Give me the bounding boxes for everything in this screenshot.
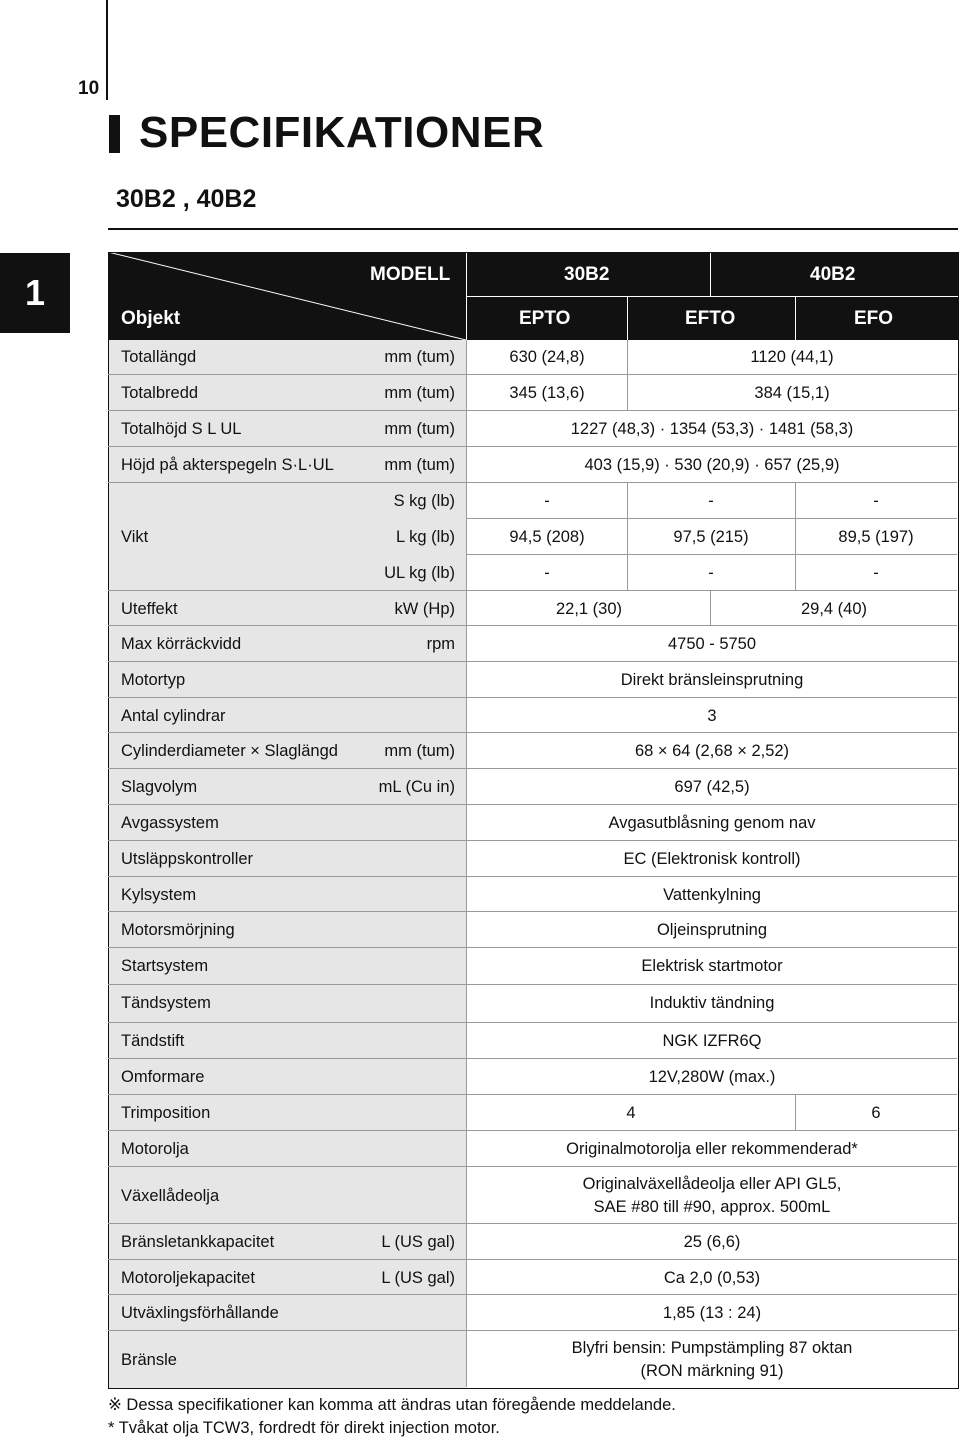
column-divider (710, 590, 711, 625)
row-label: Antal cylindrar (121, 707, 226, 725)
row-unit: mm (tum) (384, 742, 455, 760)
row-unit: L kg (lb) (396, 528, 455, 546)
row-unit: mm (tum) (384, 348, 455, 366)
model-subtitle: 30B2 , 40B2 (116, 185, 257, 213)
cell-value: Ca 2,0 (0,53) (663, 1269, 761, 1287)
cell-value: Originalmotorolja eller rekommenderad* (566, 1140, 858, 1158)
cell-value: NGK IZFR6Q (662, 1032, 762, 1050)
row-label: Uteffekt (121, 600, 178, 618)
margin-line (106, 0, 108, 100)
header-objekt: Objekt (121, 308, 181, 329)
chapter-tab: 1 (0, 253, 70, 333)
row-divider (466, 518, 957, 519)
row-divider (108, 482, 957, 483)
cell-value: 68 × 64 (2,68 × 2,52) (634, 742, 790, 760)
cell-value: - (708, 492, 714, 510)
row-divider (466, 554, 957, 555)
row-label: Utsläppskontroller (121, 850, 254, 868)
header-efo: EFO (854, 308, 894, 329)
row-unit: S kg (lb) (393, 492, 455, 510)
row-divider (108, 697, 957, 698)
column-divider (627, 482, 628, 590)
row-label: Tändstift (121, 1032, 185, 1050)
header-model-40b2: 40B2 (810, 264, 856, 285)
cell-value: Blyfri bensin: Pumpstämpling 87 oktan (571, 1339, 853, 1357)
row-label: Kylsystem (121, 886, 197, 904)
row-divider (108, 625, 957, 626)
row-label: Motoroljekapacitet (121, 1269, 255, 1287)
cell-value: - (544, 492, 550, 510)
row-divider (108, 1223, 957, 1224)
cell-value: 29,4 (40) (800, 600, 868, 618)
cell-value: Vattenkylning (663, 886, 761, 904)
row-unit: L (US gal) (381, 1269, 455, 1287)
column-divider (795, 1094, 796, 1130)
cell-value: Induktiv tändning (649, 994, 775, 1012)
row-label: Bränsle (121, 1351, 177, 1369)
row-label: Totallängd (121, 348, 197, 366)
cell-value: Elektrisk startmotor (641, 957, 783, 975)
row-unit: rpm (426, 635, 455, 653)
header-model-30b2: 30B2 (564, 264, 610, 285)
row-label: Höjd på akterspegeln S·L·UL (121, 456, 334, 474)
cell-value: Direkt bränsleinsprutning (620, 671, 804, 689)
row-divider (108, 732, 957, 733)
row-divider (108, 1094, 957, 1095)
row-divider (108, 911, 957, 912)
footnote-disclaimer: ※ Dessa specifikationer kan komma att ändras utan föregående meddelande. (108, 1396, 676, 1414)
cell-value: 4750 - 5750 (667, 635, 757, 653)
row-label: Utväxlingsförhållande (121, 1304, 279, 1322)
header-modell: MODELL (370, 264, 451, 285)
subtitle-divider (108, 228, 958, 230)
row-label: Motorolja (121, 1140, 189, 1158)
row-label: Motorsmörjning (121, 921, 235, 939)
row-divider (108, 446, 957, 447)
row-divider (108, 768, 957, 769)
cell-value: 1120 (44,1) (750, 348, 834, 366)
row-divider (108, 804, 957, 805)
page-number: 10 (78, 78, 100, 99)
cell-value: - (873, 492, 879, 510)
row-label: Tändsystem (121, 994, 211, 1012)
cell-value: Oljeinsprutning (656, 921, 768, 939)
cell-value: 403 (15,9) · 530 (20,9) · 657 (25,9) (584, 456, 840, 474)
column-divider (466, 340, 467, 1387)
row-unit: mm (tum) (384, 384, 455, 402)
row-unit: mL (Cu in) (378, 778, 455, 796)
row-divider (108, 984, 957, 985)
row-label: Omformare (121, 1068, 205, 1086)
row-divider (108, 1058, 957, 1059)
cell-value: 697 (42,5) (674, 778, 750, 796)
row-divider (108, 1130, 957, 1131)
row-divider (108, 1022, 957, 1023)
cell-value: - (708, 564, 714, 582)
row-divider (108, 410, 957, 411)
row-label: Max körräckvidd (121, 635, 242, 653)
row-label: Totalhöjd S L UL (121, 420, 242, 438)
cell-value: 94,5 (208) (509, 528, 585, 546)
row-divider (108, 947, 957, 948)
row-label: Avgassystem (121, 814, 219, 832)
cell-value: 25 (6,6) (683, 1233, 741, 1251)
column-divider (627, 340, 628, 410)
page-title: SPECIFIKATIONER (139, 108, 545, 157)
cell-value: 1227 (48,3) · 1354 (53,3) · 1481 (58,3) (570, 420, 854, 438)
row-label: Trimposition (121, 1104, 211, 1122)
row-divider (108, 1294, 957, 1295)
row-label: Motortyp (121, 671, 186, 689)
cell-value: SAE #80 till #90, approx. 500mL (593, 1198, 831, 1216)
cell-value: Originalväxellådeolja eller API GL5, (582, 1175, 842, 1193)
row-label: Totalbredd (121, 384, 199, 402)
row-label: Växellådeolja (121, 1187, 220, 1205)
row-unit: mm (tum) (384, 456, 455, 474)
column-divider (795, 482, 796, 590)
row-unit: L (US gal) (381, 1233, 455, 1251)
cell-value: 630 (24,8) (509, 348, 585, 366)
row-label: Vikt (121, 528, 149, 546)
row-label: Bränsletankkapacitet (121, 1233, 275, 1251)
row-label: Startsystem (121, 957, 209, 975)
cell-value: EC (Elektronisk kontroll) (623, 850, 801, 868)
title-marker (109, 115, 120, 153)
cell-value: 1,85 (13 : 24) (662, 1304, 762, 1322)
row-unit: mm (tum) (384, 420, 455, 438)
cell-value: 6 (871, 1104, 881, 1122)
cell-value: 97,5 (215) (673, 528, 749, 546)
cell-value: - (873, 564, 879, 582)
cell-value: 4 (626, 1104, 636, 1122)
row-divider (108, 840, 957, 841)
row-divider (108, 1330, 957, 1331)
header-efto: EFTO (685, 308, 736, 329)
row-label: Slagvolym (121, 778, 198, 796)
cell-value: Avgasutblåsning genom nav (608, 814, 816, 832)
row-divider (108, 1259, 957, 1260)
cell-value: 22,1 (30) (555, 600, 623, 618)
cell-value: 345 (13,6) (509, 384, 585, 402)
footnote-oil: * Tvåkat olja TCW3, fordredt för direkt injection motor. (108, 1419, 500, 1437)
row-divider (108, 1166, 957, 1167)
cell-value: - (544, 564, 550, 582)
header-epto: EPTO (519, 308, 571, 329)
cell-value: 89,5 (197) (838, 528, 914, 546)
row-label: Cylinderdiameter × Slaglängd (121, 742, 338, 760)
row-divider (108, 876, 957, 877)
row-divider (108, 661, 957, 662)
row-unit: kW (Hp) (394, 600, 455, 618)
cell-value: 3 (707, 707, 717, 725)
row-divider (108, 374, 957, 375)
cell-value: (RON märkning 91) (640, 1362, 784, 1380)
row-divider (108, 590, 957, 591)
row-unit: UL kg (lb) (384, 564, 455, 582)
cell-value: 12V,280W (max.) (648, 1068, 776, 1086)
cell-value: 384 (15,1) (754, 384, 830, 402)
